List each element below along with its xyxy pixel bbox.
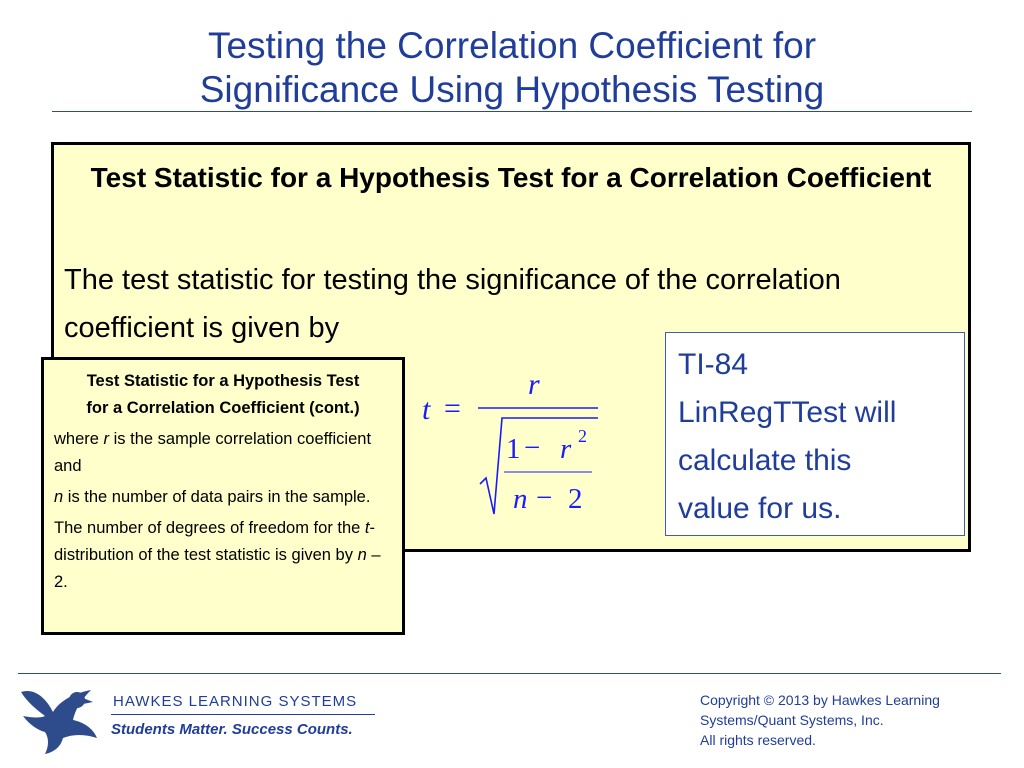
company-name: HAWKES LEARNING SYSTEMS — [113, 693, 358, 710]
p2-var-n: n — [54, 488, 64, 506]
slide-title — [90, 24, 934, 112]
p3-text-c: – 2. — [54, 546, 381, 591]
p1-text-b: is the sample correlation coefficient and — [54, 430, 372, 475]
p2-text: is the number of data pairs in the sample. — [63, 488, 371, 506]
ti-line-3: calculate this — [678, 444, 852, 477]
continuation-heading-line-1: Test Statistic for a Hypothesis Test — [86, 372, 360, 390]
definition-r — [54, 426, 392, 480]
title-line-2: Significance Using Hypothesis Testing — [199, 69, 825, 110]
copyright-line-2: Systems/Quant Systems, Inc. — [700, 712, 884, 728]
definition-n — [54, 484, 392, 511]
company-underline — [111, 714, 375, 715]
formula-n: n — [513, 483, 528, 515]
p3-text-a: The number of degrees of freedom for the — [54, 519, 365, 537]
ti-line-4: value for us. — [678, 492, 842, 525]
title-line-1: Testing the Correlation Coefficient for — [207, 25, 817, 66]
formula-t: t — [422, 393, 431, 426]
p3-var-t: t — [364, 519, 370, 537]
formula-minus-1: − — [524, 432, 541, 464]
definition-text: The test statistic for testing the significance of the correlation coefficient is given by — [64, 264, 841, 344]
formula-one: 1 — [506, 433, 521, 465]
test-statistic-formula — [418, 362, 608, 522]
formula-minus-2: − — [536, 482, 553, 514]
calculator-note-box — [665, 332, 965, 536]
continuation-heading — [54, 368, 392, 422]
eagle-icon — [15, 682, 101, 758]
formula-exponent: 2 — [578, 426, 587, 446]
p3-text-b: -distribution of the test statistic is given by — [54, 519, 376, 564]
definition-heading: Test Statistic for a Hypothesis Test for a Correlation Coefficient — [90, 162, 932, 193]
copyright-line-3: All rights reserved. — [700, 732, 816, 748]
degrees-of-freedom — [54, 515, 392, 596]
ti-line-2: LinRegTTest will — [678, 396, 897, 429]
p1-text-a: where — [54, 430, 104, 448]
p3-var-n: n — [357, 546, 367, 564]
continuation-box — [41, 357, 405, 635]
formula-numerator-r: r — [528, 368, 540, 401]
formula-r-squared: r — [560, 433, 572, 465]
formula-two: 2 — [568, 483, 583, 515]
p1-var-r: r — [103, 430, 110, 448]
footer-divider — [18, 673, 1001, 674]
title-divider — [52, 111, 972, 112]
copyright-notice — [700, 690, 1010, 750]
company-tagline: Students Matter. Success Counts. — [111, 721, 353, 738]
ti-line-1: TI-84 — [678, 348, 749, 381]
continuation-heading-line-2: for a Correlation Coefficient (cont.) — [86, 399, 360, 417]
formula-equals: = — [444, 392, 461, 425]
copyright-line-1: Copyright © 2013 by Hawkes Learning — [700, 692, 940, 708]
